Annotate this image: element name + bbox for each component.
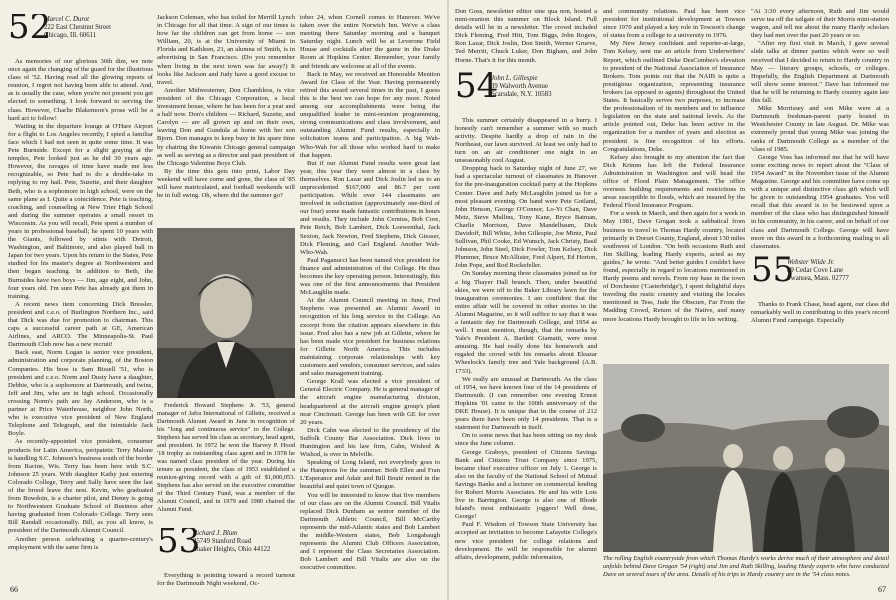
paragraph: Paul F. Wisdom of Towson State University has accepted an invitation to become Lafayette College's new vice president for college relations and development. He will be responsible for alumni affairs, development, public information, <box>455 521 597 561</box>
caption-text: The rolling English countryside from which Thomas Hardy's works derive much of their atmosphere and detail unfolds behind Dave Grogan '54 (right) and Jim and Ruth Skilling, leading Hardy experts who have conducted Dave on several tours of the area. Details of his trips to Hardy country are in the '54 class notes. <box>603 555 889 578</box>
paragraph: Jackson Coleman, who has toiled for Merrill Lynch in Chicago for all that time. A sign of our times is how far the children can get from home — son William, 20, is at the University of Miami in Florida and Kathleen, 23, an alumna of Smith, is in advertising in San Francisco. (Do you remember when living in the next town was far away?) It looks like Jackson and Judy have a good excuse to travel. <box>157 14 295 86</box>
paragraph: and community relations. Paul has been vice president for institutional development at Towson since 1970 and played a key role in Towson's change of status from a college to a university in 1976. <box>603 8 745 40</box>
caption-text: Frederick Howard Stephens Jr. '53, general manager of Jafra International of Gillette, received a Dartmouth Alumni Award in June in recognition of his "long and continuous service" to the College. Stephens has served his class as secretary, head agent, and president. In 1972 he won the Harvey P. Hood '18 trophy as outstanding class agent and in 1978 he was named class president of the year. During his tenure as president, the class of 1953 established a reunion-giving record with a gift of $1,000,053. Stephens has also served on the executive committee of the Third Century Fund, was a member of the Alumni Council, and in 1979 and 1980 chaired the Alumni Fund. <box>157 402 296 513</box>
paragraph: Dropping back to Saturday night of June 27, we had a spectacular turnout of classmates in Hanover for the pre-inauguration cocktail party at the Hopkins Center. Dave and Judy McLaughlin joined us for a most pleasant evening. On hand were Pete Gotland, John Henson, George O'Connor, Lo-Yi Chan, Dave Metz, Steve Mullins, Tony Kane, Bryce Batman, Charlie Morrison, Dave Mandelbaum, Dick Davidoff, Bill White, John Gillespie, Joe Mintz, Paul Sullivan, Phil Cooke, Ed Wunsch, Jack Christy, Basil Johnson, John Steel, Dick Fowler, Tom Kelsey, Dick Plummer, Bruce McAllister, Fred Alpert, Ed Horton, John Pope, and Rod Rockefeller. <box>455 165 597 270</box>
column-4 <box>455 8 597 590</box>
secretary-name: John L. Gillespie <box>491 74 538 82</box>
paragraph: We really are unusual at Dartmouth. As the class of 1954, we have known four of the 14 presidents of Dartmouth. (I can remember one evening Ernest Hopkins '01 came to the 100th anniversary of the DKE House). It is unique that in the course of 212 years there have been only 14 presidents. That is a statement for Dartmouth in itself. <box>455 375 597 432</box>
paragraph: My New Jersey confidant and reporter-at-large, Tom Kelsey, sent me an article from Underwriters' Report, which outlined Deke DesCombes's elevation to president of the National Association of Insurance Brokers. Tom points out that the NAIB is quite a prestigious organization, representing insurance brokers (as opposed to agents) throughout the United States. It basically serves two purposes, to increase the professionalism of its members and to influence legislation on the state and national levels. As the article pointed out, Deke has been active in the organization for a number of years and election as president is fine recognition of his efforts. Congratulations, Deke. <box>603 40 745 153</box>
address-line: 89 Cedar Cove Lane <box>787 267 844 275</box>
address-line: 39 Walworth Avenue <box>491 82 548 90</box>
paragraph: At the Alumni Council meeting in June, Fred Stephens was presented an Alumni Award in recognition of his long service to the College. An excerpt from the citation appears elsewhere in this issue. Fred also has a new job at Gillette, where he has been made vice president for business relations for Gillette North America. This includes maintaining corporate relationships with key customers and vendors, consumer services, and sales and sales management training. <box>300 297 440 378</box>
paragraph: Another person celebrating a quarter-century's employment with the same firm is <box>8 535 153 551</box>
secretary-name: Marcel C. Durot <box>44 16 89 23</box>
class-header-55 <box>751 249 889 301</box>
address-line: 222 East Chestnut Street <box>44 24 112 32</box>
paragraph: As recently-appointed vice president, consumer products for Latin America, peripatetic Terry Malone is handling S.C. Johnson's business south of the border from Racine, Wis. Terry has been here with S.C. Johnson 25 years. With daughter Kathy just entering Colorado College, Terry and Sally have seen the last of the brood leave the nest. Kevin, who graduated from Bowdoin, is a charter pilot, and Denny is going to Northwestern Graduate School of Business after having graduated from Colorado College. Terry sees Bill Randall occasionally. Bill, as you all know, is president of the Dartmouth Alumni Council. <box>8 438 153 535</box>
paragraph: But if our Alumni Fund results were great last year, this year they were almost in a class by themselves. Ron Lazar and Dick Joslin led us to an unprecedented $167,000 and 86.7 per cent participation. While over 144 classmates are involved in solicitation (approximately one-third of our four) some made fantastic contributions in hours and results. They include John Cernius, Bob Core, Pete Reich, Bob Lambert, Dick Loewenthal, Jack Sexton, Jack Newton, Fred Stephens, Dick Giesser, Dick Fleming, and Carl England. Another Wah-Who-Wah. <box>300 159 440 256</box>
page-gutter <box>447 0 449 600</box>
class-secretary-address <box>193 530 270 555</box>
address-line: Shaker Heights, Ohio 44122 <box>193 546 271 554</box>
class-number: 54 <box>455 65 499 106</box>
class-number: 55 <box>751 249 795 290</box>
secretary-name: Richard J. Blum <box>193 530 238 537</box>
paragraph: For a week in March, and then again for a week in May 1981, Dave Grogan took a sabbatical from business to travel to Thomas Hardy country, located primarily in Dorset County, England, about 130 miles southwest of London. "On both occasions Ruth and Jim Skilling, leading Hardy experts, acted as my guides," he wrote. "And better guides I couldn't have found, especially in regard to locations mentioned in Hardy poems and novels. From my base in the town of Dorchester ('Casterbridge'), I spent delightful days traveling the rustic country and visiting the locales mentioned in Tess, Jude the Obscure, Far From the Madding Crowd, Return of the Native, and many more locations Hardy brought to life in his writing. <box>603 210 745 323</box>
column-2 <box>157 14 295 224</box>
paragraph: This summer certainly disappeared in a hurry. I honestly can't remember a summer with so much activity. Despite hardly a drop of rain in the Northeast, our lawn survived. At least we only had to turn on an air conditioner one night in an unseasonably cool August. <box>455 116 597 165</box>
paragraph: As memories of our glorious 30th dim, we note once again the changing of the guard for the illustrious class of '52. Having read all the glowing reports of reunion, I regret not having been able to attend. And, as is usually the case, when you're not present you get elected to something. I look forward to serving the class. However, Charlie Blakemore's prose will be a hard act to follow! <box>8 58 153 122</box>
paragraph: A recent news item concerning Dick Bressler, president and c.e.o. of Burlington Northern Inc., said that Dick was due for promotion to chairman. This caps a successful career path at GE, American Airlines, and ARCO. The Minneapolis-St. Paul Dartmouth Club now has a new recruit! <box>8 300 153 349</box>
paragraph: Mike Morrissey and son Mike were at a Dartmouth freshman-parent party hosted in Westchester County in late August. Dr. Mike was extremely proud that young Mike was joining the ranks of Dartmouth College as a member of the 'class of 1985. <box>751 105 889 153</box>
paragraph: You will be interested to know that five members of our class are on the Alumni Council. Bill Vitalis replaced Dick Dunham as senior member of the Dartmouth Athletic Council, Bill McCarthy represents the mid-Atlantic states and Bob Lambert the middle-Western states, Bob Longabaugh represents the Alumni Club Officers Association, and I represent the Class Secretaries Association. Bob Lambert and Bill Vitalis are also on the executive committee. <box>300 491 440 572</box>
paragraph: Thanks to Frank Chase, head agent, our class did remarkably well in contributing to this year's record Alumni Fund campaign. Especially <box>751 300 889 324</box>
paragraph: George Voss has informed me that he will have some exciting news to report about the "Class of 1954 Award" in the November issue of the Alumni Magazine. George and his committee have come up with a unique and distinctive class gift which will be given to outstanding 1954 graduates. You will recall that this award is to be bestowed upon a member of the class who has distinguished himself in his community, in his career, and on behalf of our class and Dartmouth College. George will have more on this award in a forthcoming mailing to all classmates. <box>751 153 889 250</box>
paragraph: Dick Cahn was elected to the presidency of the Suffolk County Bar Association. Dick lives in Huntington and his law firm, Cahn, Wishod & Wishod, is over in Melville. <box>300 426 440 459</box>
paragraph: "At 3:30 every afternoon, Ruth and Jim would serve tea off the tailgate of their Morris mini-station wagon, and tell me about the many Hardy scholars they had met over the past 20 years or so. <box>751 8 889 40</box>
countryside-caption <box>603 555 889 579</box>
class-secretary-address <box>787 259 849 284</box>
column-6 <box>751 8 889 360</box>
paragraph: Don Goss, newsletter editor sine qua non, hosted a mini-reunion this summer on Block Island. Full details will be in a newsletter. The crowd included Dick Fleming, Fred Hitt, Tom Biggs, John Rogers, Ron Lazar, Dick Joslin, Don Smith, Werner Grueve, Ted Merritt, Chuck Luker, Don Bigham, and John Horne. That's it for this month. <box>455 8 597 64</box>
paragraph: By the time this gets into print, Labor Day weekend will have come and gone, the class of '85 will have matriculated, and football weekends will be in full swing. Oh, where did the summer go? <box>157 167 295 200</box>
paragraph: George Graboys, president of Citizens Savings Bank and Citizens Trust Company since 1975, became chief executive officer on July 1. George is also on the faculty of the National School of Mutual Savings Banks and a lecturer on commercial lending for Robert Morris Associates. He and his wife Lois live in Barrington. George is also one of Rhode Island's most enthusiastic joggers! Well done, George! <box>455 448 597 521</box>
page-number-right: 67 <box>878 585 886 594</box>
paragraph: On Sunday morning three classmates joined us for a big Thayer Hall brunch. Then, under beautiful skies, we were off to the Baker Library lawn for the inauguration ceremonies. I am confident that the entire affair will be covered in other stories in the Alumni Magazine, so it will suffice to say that it was a fantastic day for Dartmouth College, and 1954 as well. I must mention, though, that the remarks by Yale's President A. Bartlett Giamatti, were most amusing. He had really done his homework and regaled the crowd with his remarks about Eleazar Wheelock's family tree and Yale background (A.B. 1733). <box>455 270 597 375</box>
paragraph: On to some news that has been sitting on my desk since the June column. <box>455 432 597 448</box>
column-1 <box>8 14 153 586</box>
address-line: Chicago, Ill. 60611 <box>44 32 97 40</box>
paragraph: Everything is pointing toward a record turnout for the Dartmouth Night weekend, Oc- <box>157 572 295 588</box>
secretary-name: Webster Wilde Jr. <box>787 258 835 266</box>
paragraph: Back east, Norm Logan is senior vice president, administration and corporate planning, of the Boston Companies. His boss is Sam Bissell '51, who is president and c.e.o. Norm and Dusty have a daughter, Debbie, who is a sophomore at Dartmouth, and twins, Jeff and Jim, who are in high school. Occasionally crossing Norm's path are Jay Anderson, who is a partner at Price Waterhouse, neighbor John North, who is executive vice president of New England Telephone and Telegraph, and the inimitable Jack Boyle. <box>8 349 153 438</box>
paragraph: Another Midwesterner, Don Chambless, is vice president of the Chicago Corporation, a local investment house, where he has been for a year and a half now. Don's children — Richard, Suzette, and Carolyn — are all grown up and on their own, leaving Don and Gundula at home with her son Bjorn. Don manages to keep busy in his spare time by chairing the Kiwanis Chicago general campaign as well as serving as a director and past president of the Chicago Valentine Boys Club. <box>157 86 295 167</box>
column-3 <box>300 14 440 590</box>
address-line: Swansea, Mass. 02777 <box>787 275 849 283</box>
class-number: 53 <box>157 528 201 561</box>
class-header-54 <box>455 65 597 117</box>
paragraph: George Krall was elected a vice president of General Electric Company. He is general manager of the aircraft engine manufacturing division, headquartered at the aircraft engine group's plant near Cincinnati. George has been with GE for over 20 years. <box>300 378 440 426</box>
countryside-photo <box>603 364 889 552</box>
paragraph: Back in May, we received an Honorable Mention Award for Class of the Year. Having permanently retired this award several times in the past, I guess this is the best we can hope for any more. Noted among our accomplishments were being the unqualified leader in mini-reunion programming, strong communications and class involvement, and outstanding Alumni Fund results, especially in solicitation teams and participation. A big Wah-Who-Wah for all those who worked hard to make that happen. <box>300 70 440 159</box>
class-header-52 <box>8 14 153 58</box>
paragraph: Kelsey also brought to my attention the fact that Dick Krimm has left the Federal Insurance Administration in Washington and will head the office of Flood Plain Management. The office oversees building requirements and restrictions in areas susceptible to floods, which are insured by the Federal Flood Insurance Program. <box>603 153 745 210</box>
class-secretary-address <box>44 16 111 41</box>
portrait-caption <box>157 402 295 514</box>
paragraph: Waiting in the departure lounge at O'Hare Airport for a flight to Los Angeles recently, I spied a familiar face which I had not seen in quite some time. It was Pete Burnside. Except for a slight graying at the temples, Pete looked just as he did 30 years ago. However, the ravages of time have made me less recognizable, so Pete had to do a double-take in replying to my hail. Pete, Suzette, and their daughter Beth, who is a sophomore in high school, were on the same plane as I. Quite a coincidence. Pete is teaching, coaching, and counseling at New Trier High School and during the summer operates a small resort in Wisconsin. As you will recall, Pete spent a number of years in professional baseball; he spent 10 years with the Giants, followed by stints with Detroit, Washington, and Baltimore, and also played ball in Japan for two years. Upon his return to the States, Pete studied for his master's degree at Northwestern and then began teaching. In addition to Beth, the Burnsides have two boys — Jim, age eight, and John, four years old. I'm sure Pete has already got them in training. <box>8 122 153 300</box>
column-5 <box>603 8 745 360</box>
paragraph: Speaking of Long Island, not everybody goes to the Hamptons for the summer. Both Ellen and Fran L'Esperance and Adair and Bill Bouté rented in the beautiful and quiet town of Quogue. <box>300 459 440 491</box>
portrait-photo <box>157 228 295 398</box>
countryside-illustration <box>603 364 889 552</box>
class-secretary-address <box>491 75 551 100</box>
class-number: 52 <box>8 14 52 47</box>
paragraph: Paul Paganucci has been named vice president for finance and administration of the College. He thus becomes the key operating person. Interestingly, this was one of the first announcements that President McLaughlin made. <box>300 256 440 297</box>
paragraph: "After my first visit in March, I gave several slide talks at dinner parties which were so well received that I decided to return to Hardy country in May — literary groups, schools, or colleges. Hopefully, the English Department at Dartmouth will show some interest." Dave has informed me that he will be returning to Hardy country again late this fall. <box>751 40 889 105</box>
portrait-illustration <box>157 228 295 398</box>
column-2-lower <box>157 528 295 590</box>
class-header-53 <box>157 528 295 572</box>
address-line: 25749 Stanford Road <box>193 538 252 546</box>
paragraph: tober 24, when Cornell comes to Hanover. We've taken over the entire Norwich Inn. We've a class meeting there Saturday morning and a banquet Saturday night. Lunch will be at Leverone Field House and cocktails after the game in the Drake Room at Hopkins Center. Remember, your family and friends are welcome at all of the events. <box>300 14 440 70</box>
address-line: Scarsdale, N.Y. 10583 <box>491 91 552 99</box>
page-number-left: 66 <box>10 585 18 594</box>
